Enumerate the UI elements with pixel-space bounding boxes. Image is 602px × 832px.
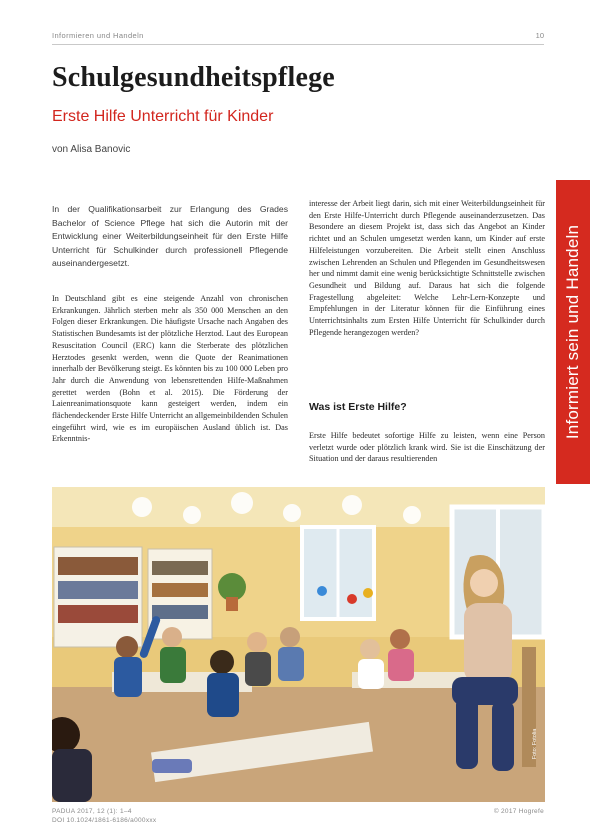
article-byline: von Alisa Banovic: [52, 144, 131, 155]
photo-credit: [530, 694, 540, 794]
footer-doi: DOI 10.1024/1861-6186/a000xxx: [52, 817, 157, 824]
header-section-label: Informieren und Handeln: [52, 31, 144, 40]
article-title: Schulgesundheitspflege: [52, 62, 335, 93]
page-number: 10: [535, 31, 544, 40]
footer-copyright: © 2017 Hogrefe: [493, 808, 544, 815]
footer-citation: PADUA 2017, 12 (1): 1–4: [52, 808, 132, 815]
section-heading: Was ist Erste Hilfe?: [309, 401, 407, 413]
body-column-3: Erste Hilfe bedeutet sofortige Hilfe zu leisten, wenn eine Person verletzt wurde oder plötzlich krank wird. Sie ist die Einschätzung der Situation und der daraus resultierenden: [309, 431, 545, 464]
article-subtitle: Erste Hilfe Unterricht für Kinder: [52, 108, 274, 125]
sidebar-label: Informiert sein und Handeln: [563, 224, 582, 440]
classroom-photo: [52, 487, 545, 802]
body-column-1: In Deutschland gibt es eine steigende Anzahl von chronischen Erkrankungen. Jährlich sterben mehr als 350 000 Menschen an den Folgen dieser Erkrankungen. Die häufigste Ursache nach Angaben des Statistischen Bundesamts ist der plötzliche Herztod. Laut des European Resuscitation Council (ERC) kann die Sterberate des plötzlichen Herztodes gesenkt werden, wenn die Quote der Reanimationen innerhalb der Bevölkerung steigt. Es könnten bis zu 100 000 Leben pro Jahr durch die Anwendung von lebensrettenden Hilfe-Maßnahmen gerettet werden (Bohn et al. 2015). Die Förderung der Laienreanimationsquote kann gesteigert werden, indem ein flächendeckender Erste Hilfe Unterricht an allgemeinbildenden Schulen eingeführt wird, wie es im europäischen Ausland üblich ist. Das Erkenntnis-: [52, 294, 288, 444]
article-intro: In der Qualifikationsarbeit zur Erlangung des Grades Bachelor of Science Pflege hat sich die Autorin mit der Entwicklung einer Weiterbildungseinheit für den Erste Hilfe Unterricht für Schulkinder durch professionell Pflegende auseinandergesetzt.: [52, 204, 288, 269]
photo-credit-text: Foto: Fotolia: [532, 728, 538, 760]
section-sidebar-tab: [556, 180, 590, 484]
header-rule: [52, 44, 544, 45]
running-header: [52, 31, 544, 45]
body-column-2: interesse der Arbeit liegt darin, sich mit einer Weiterbildungseinheit für den Erste Hilfe-Unterricht durch Pflegende auseinanderzusetzen. Das Besondere an diesem Projekt ist, dass sich das Angebot an Kinder richtet und an Schulen umgesetzt werden kann, um Kinder auf erste Hilfeleistungen vorzubereiten. Die Arbeit stellt einen Anschluss zwischen Lehrenden an Schulen und Pflegenden im Gesundheitswesen her und nimmt damit eine wenig berücksichtigte Schnittstelle zwischen Gesundheit und Bildung auf. Daraus hat sich die folgende Fragestellung abgeleitet: Welche Lehr-Lern-Konzepte und Empfehlungen in der Literatur können für die Einführung eines Unterrichtsinhalts zum Ersten Hilfe Unterricht für Schulkinder durch Pflegende herangezogen werden?: [309, 199, 545, 337]
